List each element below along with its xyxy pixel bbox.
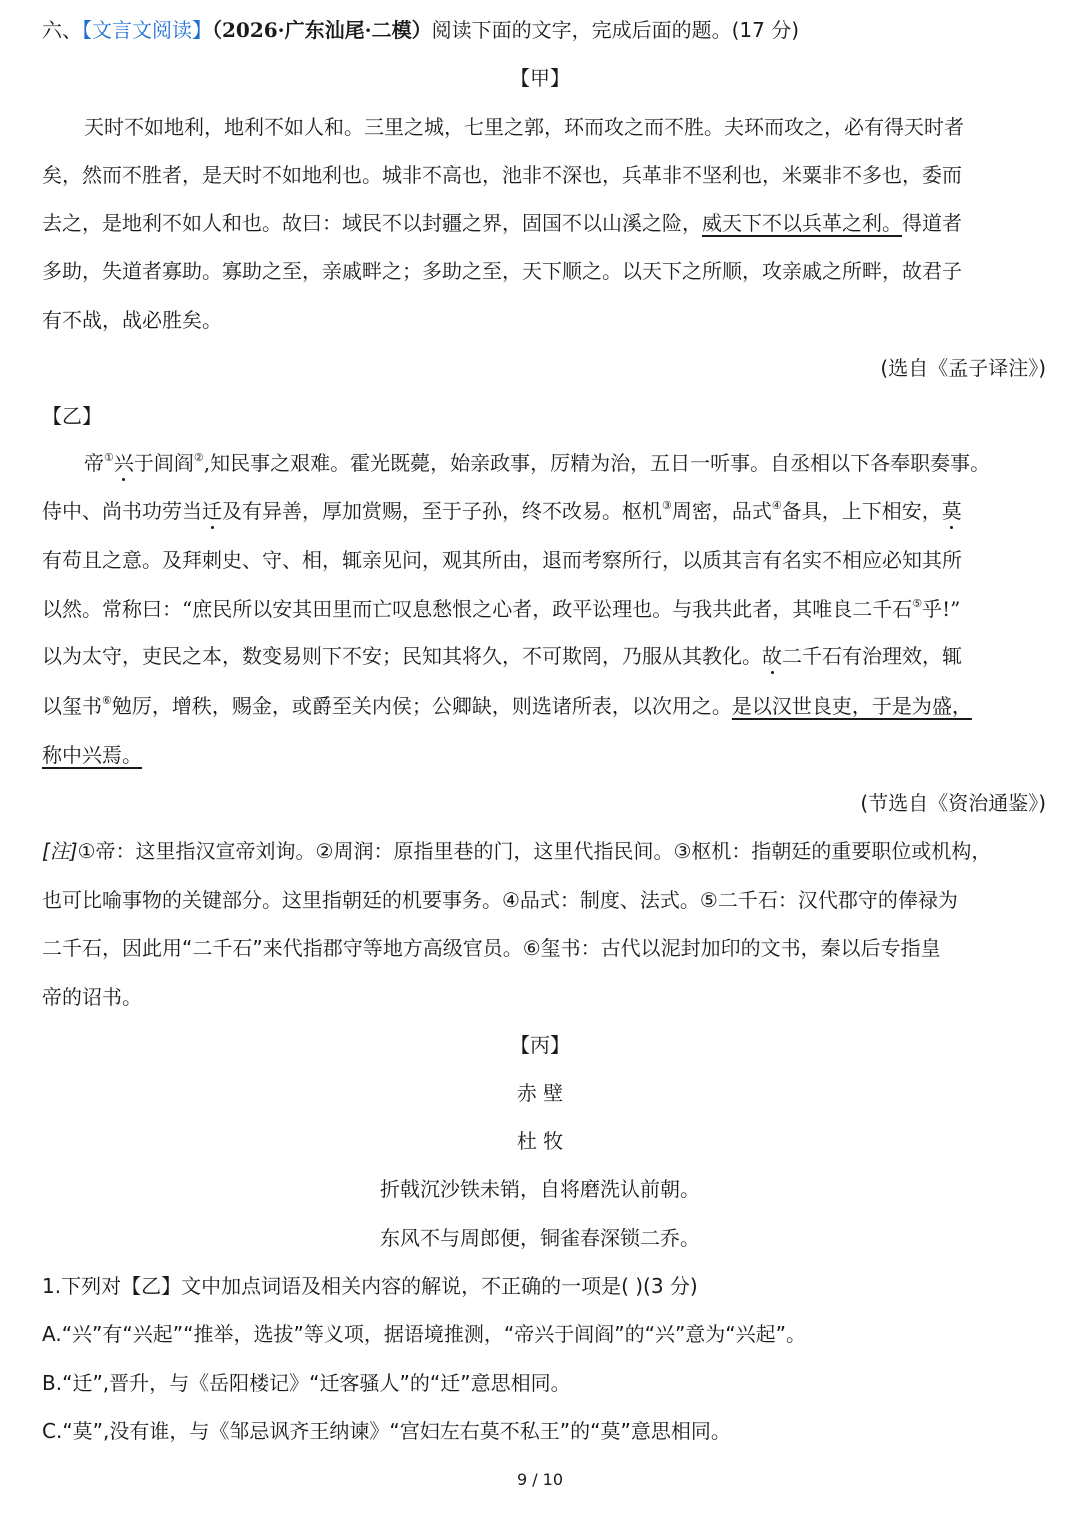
jia-line — [42, 209, 962, 237]
yi-line: 有苟且之意。及拜刺史、守、相，辄亲见问，观其所由，退而考察所行，以质其言有名实不相应必知其所 — [42, 548, 962, 572]
notes-text: ①帝：这里指汉宣帝刘询。②周润：原指里巷的门，这里代指民间。③枢机：指朝廷的重要职位或机构， — [77, 839, 992, 863]
poem-verse: 折戟沉沙铁未销，自将磨洗认前朝。 — [380, 1177, 700, 1201]
yi-line — [42, 692, 972, 720]
jia-line: 多助，失道者寡助。寡助之至，亲戚畔之；多助之至，天下顺之。以天下之所顺，攻亲戚之所畔，故君子 — [42, 259, 962, 283]
footnote-marker: ④ — [771, 499, 782, 512]
footnote-marker: ③ — [662, 499, 672, 512]
footnote-marker: ② — [193, 451, 204, 464]
notes-line — [42, 837, 991, 865]
poem-verse: 东风不与周郎便，铜雀春深锁二乔。 — [380, 1226, 700, 1250]
dotted-word: 故 — [762, 644, 782, 668]
yi-text: 乎!” — [922, 597, 961, 621]
jia-text: 得道者 — [902, 211, 962, 235]
notes-label: [注] — [42, 839, 78, 863]
underlined-sentence: 是以汉世良吏，于是为盛， — [731, 694, 972, 718]
underlined-sentence: 威天下不以兵革之利。 — [702, 211, 902, 235]
jia-line: 天时不如地利，地利不如人和。三里之城，七里之郭，环而攻之而不胜。夫环而攻之，必有得天时者 — [84, 115, 964, 139]
yi-text: 于闾阎 — [133, 451, 194, 475]
jia-title: 【甲】 — [510, 66, 570, 90]
yi-text: 二千石有治理效，辄 — [782, 644, 962, 668]
question-stem: 1.下列对【乙】文中加点词语及相关内容的解说，不正确的一项是( )(3 分) — [42, 1274, 698, 1298]
yi-text: 以为太守，吏民之本，数变易则下不安；民知其将久，不可欺罔，乃服从其教化。 — [42, 644, 762, 668]
underlined-sentence: 称中兴焉。 — [42, 743, 142, 767]
yi-line — [42, 595, 960, 623]
footnote-marker: ① — [104, 451, 114, 464]
dotted-word: 迁 — [202, 499, 222, 523]
jia-line: 矣，然而不胜者，是天时不如地利也。城非不高也，池非不深也，兵革非不坚利也，米粟非不多也，委而 — [42, 163, 962, 187]
notes-line: 帝的诏书。 — [42, 985, 142, 1009]
yi-text: 及有异善，厚加赏赐，至于子孙，终不改易。枢机 — [222, 499, 662, 523]
jia-text: 去之，是地利不如人和也。故曰：域民不以封疆之界，固国不以山溪之险， — [42, 211, 702, 235]
dotted-word: 兴 — [113, 451, 134, 475]
jia-line: 有不战，战必胜矣。 — [42, 308, 222, 332]
yi-text: 以玺书 — [42, 694, 102, 718]
yi-text: 勉厉，增秩，赐金，或爵至关内侯；公卿缺，则选诸所表，以次用之。 — [111, 694, 732, 718]
yi-line — [42, 642, 962, 670]
yi-line — [42, 497, 962, 525]
section-instruction: 阅读下面的文字，完成后面的题。(17 分) — [431, 18, 800, 42]
yi-text: 以然。常称曰：“庶民所以安其田里而亡叹息愁恨之心者，政平讼理也。与我共此者，其唯良二千石 — [42, 597, 913, 621]
option-b: B.“迁”,晋升，与《岳阳楼记》“迁客骚人”的“迁”意思相同。 — [42, 1371, 571, 1395]
jia-source: (选自《孟子译注》) — [880, 356, 1046, 380]
yi-source: (节选自《资治通鉴》) — [860, 791, 1046, 815]
poem-author: 杜 牧 — [516, 1129, 564, 1153]
yi-line — [84, 449, 990, 477]
section-number: 六、 — [42, 18, 82, 42]
exam-source: （2026·广东汕尾·二模） — [212, 18, 432, 42]
footnote-marker: ⑤ — [912, 597, 923, 610]
yi-text: 侍中、尚书功劳当 — [42, 499, 202, 523]
bing-title: 【丙】 — [510, 1033, 570, 1057]
option-a: A.“兴”有“兴起”“推举，选拔”等义项，据语境推测，“帝兴于闾阎”的“兴”意为“兴起”。 — [42, 1322, 807, 1346]
page-number: 9 / 10 — [516, 1470, 564, 1489]
notes-line: 也可比喻事物的关键部分。这里指朝廷的机要事务。④品式：制度、法式。⑤二千石：汉代郡守的俸禄为 — [42, 888, 958, 912]
notes-line: 二千石，因此用“二千石”来代指郡守等地方高级官员。⑥玺书：古代以泥封加印的文书，秦以后专指皇 — [42, 936, 941, 960]
section-tag: 【文言文阅读】 — [82, 18, 212, 42]
section-header — [42, 16, 799, 44]
poem-title: 赤 壁 — [516, 1081, 564, 1105]
yi-text: 帝 — [84, 451, 104, 475]
footnote-marker: ⑥ — [102, 694, 112, 707]
yi-text: 备具，上下相安， — [781, 499, 942, 523]
yi-text: 周密，品式 — [671, 499, 772, 523]
yi-text: ,知民事之艰难。霍光既薨，始亲政事，厉精为治，五日一听事。自丞相以下各奉职奏事。 — [203, 451, 991, 475]
yi-title: 【乙】 — [42, 404, 102, 428]
option-c: C.“莫”,没有谁，与《邹忌讽齐王纳谏》“宫妇左右莫不私王”的“莫”意思相同。 — [42, 1419, 731, 1443]
dotted-word: 莫 — [941, 499, 962, 523]
